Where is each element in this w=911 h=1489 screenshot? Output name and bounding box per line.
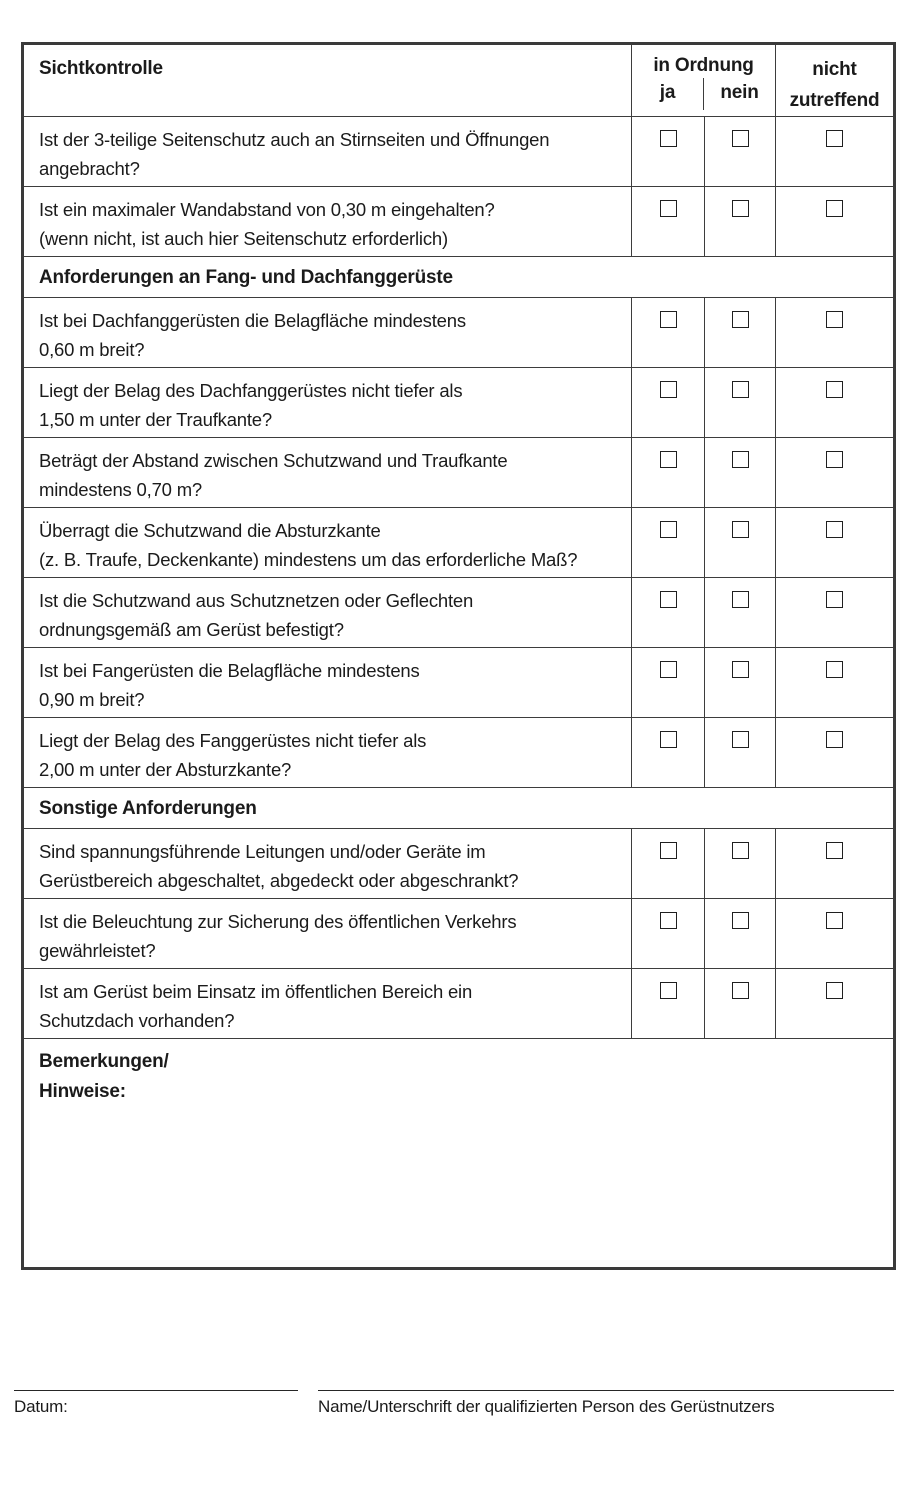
question-line: 2,00 m unter der Absturzkante? [39,759,292,780]
question-row [23,508,895,578]
question-text-cell [23,117,632,187]
question-line: Liegt der Belag des Dachfanggerüstes nicht tiefer als [39,380,463,401]
section-row [23,257,895,298]
checkbox-nicht-zutreffend[interactable] [826,982,843,999]
checkbox-nein[interactable] [732,130,749,147]
cell-ja [632,718,705,788]
cell-nein [705,438,776,508]
question-row [23,899,895,969]
cell-nicht-zutreffend [776,969,895,1039]
header-title: Sichtkontrolle [23,44,632,117]
cell-nicht-zutreffend [776,829,895,899]
cell-ja [632,117,705,187]
cell-ja [632,648,705,718]
cell-nicht-zutreffend [776,438,895,508]
checkbox-nein[interactable] [732,521,749,538]
question-line: (z. B. Traufe, Deckenkante) mindestens um das erforderliche Maß? [39,549,578,570]
remarks-label-line: Hinweise: [39,1081,126,1102]
checkbox-ja[interactable] [660,130,677,147]
header-nein-label: nein [720,82,759,103]
question-line: 0,90 m breit? [39,689,145,710]
question-row [23,648,895,718]
question-line: angebracht? [39,158,140,179]
checkbox-nein[interactable] [732,381,749,398]
remarks-input-area[interactable] [39,1107,881,1257]
section-title: Sonstige Anforderungen [23,788,895,829]
table-header-row [23,44,895,117]
cell-nein [705,899,776,969]
cell-nein [705,718,776,788]
question-text-cell [23,829,632,899]
header-in-ordnung-label: in Ordnung [653,55,754,76]
section-row [23,788,895,829]
question-row [23,718,895,788]
question-text-cell [23,648,632,718]
checkbox-nicht-zutreffend[interactable] [826,661,843,678]
question-text-cell [23,368,632,438]
question-text-cell [23,899,632,969]
checkbox-ja[interactable] [660,661,677,678]
header-subcolumns [632,78,775,110]
cell-nicht-zutreffend [776,187,895,257]
checkbox-ja[interactable] [660,311,677,328]
checkbox-nicht-zutreffend[interactable] [826,842,843,859]
cell-ja [632,578,705,648]
question-text-cell [23,969,632,1039]
remarks-label-line: Bemerkungen/ [39,1051,169,1072]
cell-nein [705,829,776,899]
checkbox-nicht-zutreffend[interactable] [826,381,843,398]
checkbox-ja[interactable] [660,731,677,748]
checkbox-ja[interactable] [660,521,677,538]
cell-nein [705,969,776,1039]
cell-nein [705,298,776,368]
cell-nicht-zutreffend [776,899,895,969]
cell-ja [632,508,705,578]
question-line: 0,60 m breit? [39,339,145,360]
checkbox-ja[interactable] [660,200,677,217]
cell-nein [705,368,776,438]
remarks-row [23,1039,895,1269]
question-row [23,368,895,438]
question-row [23,578,895,648]
question-text-cell [23,508,632,578]
cell-ja [632,899,705,969]
cell-nicht-zutreffend [776,578,895,648]
cell-ja [632,829,705,899]
checkbox-nein[interactable] [732,451,749,468]
question-line: Schutzdach vorhanden? [39,1010,235,1031]
question-text-cell [23,718,632,788]
question-line: gewährleistet? [39,940,156,961]
cell-ja [632,969,705,1039]
question-row [23,438,895,508]
checkbox-nicht-zutreffend[interactable] [826,311,843,328]
cell-ja [632,368,705,438]
cell-nicht-zutreffend [776,508,895,578]
table-body [23,117,895,1269]
question-line: (wenn nicht, ist auch hier Seitenschutz erforderlich) [39,228,448,249]
name-signature-block [318,1390,894,1417]
checkbox-nicht-zutreffend[interactable] [826,200,843,217]
checkbox-ja[interactable] [660,451,677,468]
question-line: Ist bei Dachfanggerüsten die Belagfläche mindestens [39,310,466,331]
cell-nicht-zutreffend [776,368,895,438]
checkbox-ja[interactable] [660,982,677,999]
header-ja-label: ja [632,78,704,110]
question-line: Sind spannungsführende Leitungen und/oder Geräte im [39,841,486,862]
cell-nicht-zutreffend [776,718,895,788]
question-line: Ist ein maximaler Wandabstand von 0,30 m eingehalten? [39,199,495,220]
checkbox-ja[interactable] [660,912,677,929]
question-line: Ist die Beleuchtung zur Sicherung des öffentlichen Verkehrs [39,911,517,932]
checkbox-nicht-zutreffend[interactable] [826,521,843,538]
checkbox-nicht-zutreffend[interactable] [826,451,843,468]
question-row [23,187,895,257]
checkbox-nicht-zutreffend[interactable] [826,130,843,147]
header-nicht-zutreffend-label: nicht zutreffend [776,44,895,117]
checkbox-nicht-zutreffend[interactable] [826,591,843,608]
question-row [23,298,895,368]
date-signature-block [14,1390,298,1417]
question-row [23,829,895,899]
question-line: Beträgt der Abstand zwischen Schutzwand und Traufkante [39,450,508,471]
question-row [23,969,895,1039]
question-text-cell [23,298,632,368]
checkbox-nicht-zutreffend[interactable] [826,731,843,748]
cell-ja [632,298,705,368]
cell-nein [705,187,776,257]
checkbox-nein[interactable] [732,731,749,748]
question-line: mindestens 0,70 m? [39,479,202,500]
question-row [23,117,895,187]
question-line: Überragt die Schutzwand die Absturzkante [39,520,381,541]
question-text-cell [23,578,632,648]
checkbox-nein[interactable] [732,200,749,217]
checkbox-nein[interactable] [732,982,749,999]
checkbox-ja[interactable] [660,381,677,398]
checkbox-nein[interactable] [732,311,749,328]
question-line: Ist am Gerüst beim Einsatz im öffentlichen Bereich ein [39,981,473,1002]
section-title: Anforderungen an Fang- und Dachfanggerüste [23,257,895,298]
name-signature-label: Name/Unterschrift der qualifizierten Person des Gerüstnutzers [318,1397,775,1416]
question-line: Ist der 3-teilige Seitenschutz auch an Stirnseiten und Öffnungen [39,129,550,150]
cell-nein [705,578,776,648]
checkbox-nein[interactable] [732,591,749,608]
question-line: Ist bei Fangerüsten die Belagfläche mindestens [39,660,420,681]
checkbox-nein[interactable] [732,912,749,929]
question-line: Liegt der Belag des Fanggerüstes nicht tiefer als [39,730,427,751]
cell-ja [632,438,705,508]
question-text-cell [23,438,632,508]
cell-nicht-zutreffend [776,117,895,187]
question-line: Ist die Schutzwand aus Schutznetzen oder Geflechten [39,590,474,611]
cell-nicht-zutreffend [776,648,895,718]
question-text-cell [23,187,632,257]
cell-nein [705,508,776,578]
checkbox-nein[interactable] [732,661,749,678]
checkbox-nein[interactable] [732,842,749,859]
remarks-cell [23,1039,895,1269]
cell-nein [705,117,776,187]
date-label: Datum: [14,1397,68,1416]
question-line: Gerüstbereich abgeschaltet, abgedeckt oder abgeschrankt? [39,870,519,891]
cell-ja [632,187,705,257]
checkbox-ja[interactable] [660,591,677,608]
question-line: 1,50 m unter der Traufkante? [39,409,272,430]
checkbox-nicht-zutreffend[interactable] [826,912,843,929]
header-in-ordnung-group [632,44,776,117]
question-line: ordnungsgemäß am Gerüst befestigt? [39,619,344,640]
cell-nein [705,648,776,718]
checkbox-ja[interactable] [660,842,677,859]
inspection-checklist-table [21,42,896,1270]
cell-nicht-zutreffend [776,298,895,368]
